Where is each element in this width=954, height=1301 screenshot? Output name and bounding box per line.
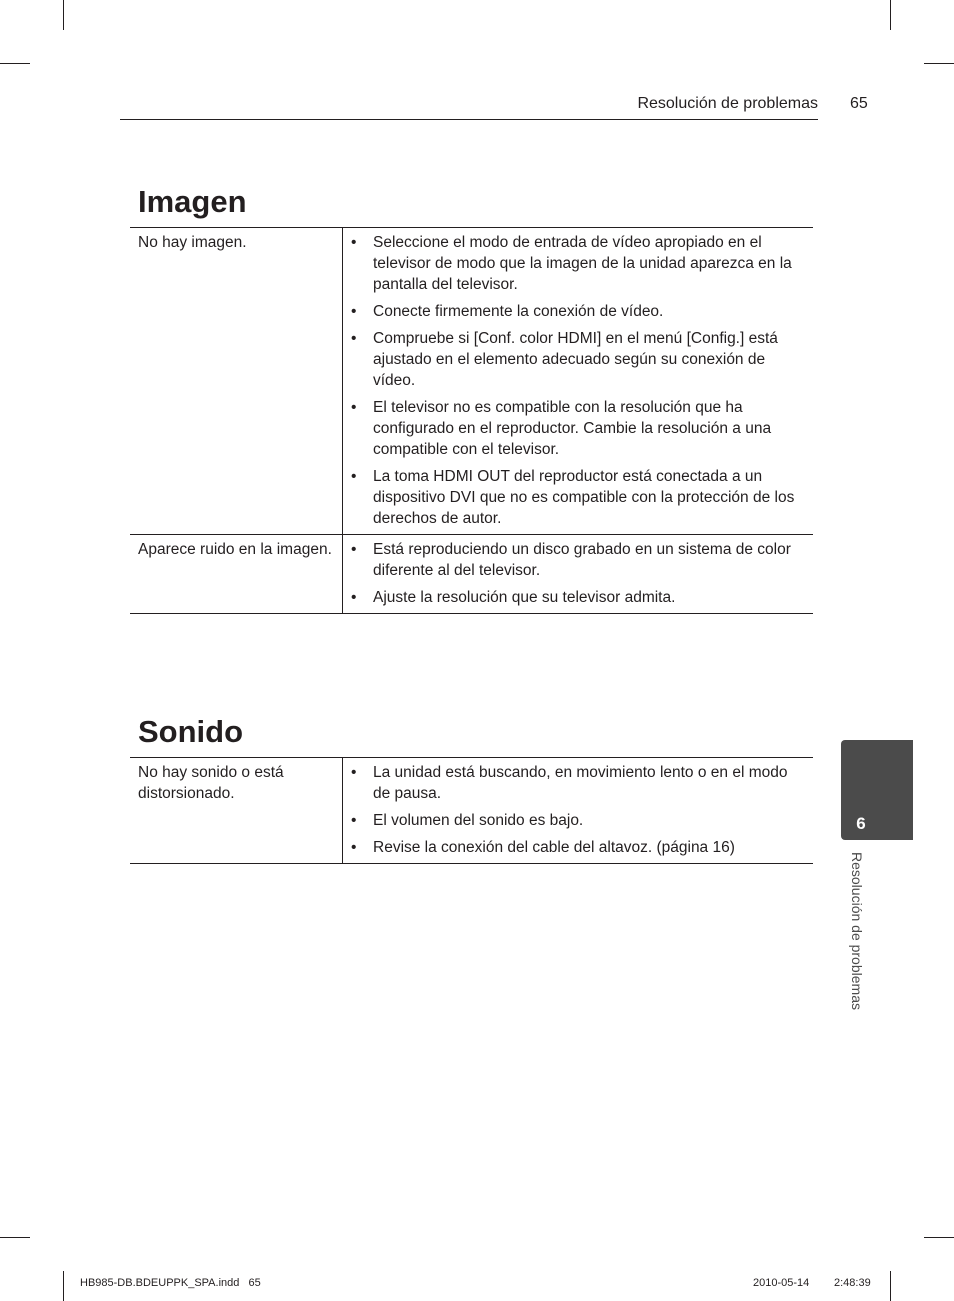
bullet-icon: • bbox=[351, 303, 357, 320]
table-row bbox=[130, 535, 813, 614]
crop-mark bbox=[890, 1271, 891, 1301]
list-item bbox=[351, 301, 805, 322]
crop-mark bbox=[63, 1271, 64, 1301]
bullet-icon: • bbox=[351, 468, 357, 485]
troubleshooting-table-imagen bbox=[130, 227, 813, 614]
solution-text: El televisor no es compatible con la resolución que ha configurado en el reproductor. Cambie la resolución a una compatible con el televisor. bbox=[373, 399, 772, 458]
running-header-section: Resolución de problemas bbox=[637, 95, 818, 112]
solution-text: Ajuste la resolución que su televisor admita. bbox=[373, 589, 676, 606]
bullet-icon: • bbox=[351, 589, 357, 606]
crop-mark bbox=[63, 0, 64, 30]
bullet-icon: • bbox=[351, 541, 357, 558]
bullet-icon: • bbox=[351, 839, 357, 856]
list-item bbox=[351, 762, 805, 804]
table-row bbox=[130, 228, 813, 535]
list-item bbox=[351, 837, 805, 858]
solution-list bbox=[351, 762, 805, 858]
solution-text: Revise la conexión del cable del altavoz. (página 16) bbox=[373, 839, 735, 856]
list-item bbox=[351, 232, 805, 295]
solution-text: La toma HDMI OUT del reproductor está conectada a un dispositivo DVI que no es compatible con la protección de los derechos de autor. bbox=[373, 468, 795, 527]
bullet-icon: • bbox=[351, 330, 357, 347]
problem-cell: No hay imagen. bbox=[130, 228, 343, 535]
solution-text: Seleccione el modo de entrada de vídeo apropiado en el televisor de modo que la imagen de la unidad aparezca en la pantalla del televisor. bbox=[373, 234, 792, 293]
chapter-label: Resolución de problemas bbox=[849, 852, 865, 1010]
troubleshooting-table-sonido bbox=[130, 757, 813, 864]
crop-mark bbox=[890, 0, 891, 30]
footer-time: 2:48:39 bbox=[834, 1277, 871, 1289]
list-item bbox=[351, 539, 805, 581]
solution-text: Conecte firmemente la conexión de vídeo. bbox=[373, 303, 664, 320]
solution-list bbox=[351, 232, 805, 529]
crop-mark bbox=[0, 63, 30, 64]
solution-text: Está reproduciendo un disco grabado en un sistema de color diferente al del televisor. bbox=[373, 541, 791, 579]
list-item bbox=[351, 397, 805, 460]
solution-list bbox=[351, 539, 805, 608]
bullet-icon: • bbox=[351, 764, 357, 781]
crop-mark bbox=[924, 63, 954, 64]
list-item bbox=[351, 328, 805, 391]
solution-text: La unidad está buscando, en movimiento lento o en el modo de pausa. bbox=[373, 764, 788, 802]
crop-mark bbox=[924, 1237, 954, 1238]
bullet-icon: • bbox=[351, 399, 357, 416]
bullet-icon: • bbox=[351, 234, 357, 251]
footer-filename: HB985-DB.BDEUPPK_SPA.indd 65 bbox=[80, 1277, 261, 1289]
list-item bbox=[351, 587, 805, 608]
solution-cell bbox=[343, 228, 814, 535]
list-item bbox=[351, 466, 805, 529]
crop-mark bbox=[0, 1237, 30, 1238]
header-rule bbox=[120, 119, 818, 120]
section-title-imagen: Imagen bbox=[138, 184, 247, 219]
bullet-icon: • bbox=[351, 812, 357, 829]
problem-cell: No hay sonido o está distorsionado. bbox=[130, 758, 343, 864]
problem-cell: Aparece ruido en la imagen. bbox=[130, 535, 343, 614]
solution-cell bbox=[343, 535, 814, 614]
solution-cell bbox=[343, 758, 814, 864]
solution-text: Compruebe si [Conf. color HDMI] en el menú [Config.] está ajustado en el elemento adecuado según su conexión de vídeo. bbox=[373, 330, 778, 389]
section-title-sonido: Sonido bbox=[138, 714, 244, 749]
table-row bbox=[130, 758, 813, 864]
list-item bbox=[351, 810, 805, 831]
footer-date: 2010-05-14 bbox=[753, 1277, 810, 1289]
page-number: 65 bbox=[850, 95, 868, 112]
chapter-number: 6 bbox=[856, 814, 866, 833]
solution-text: El volumen del sonido es bajo. bbox=[373, 812, 584, 829]
